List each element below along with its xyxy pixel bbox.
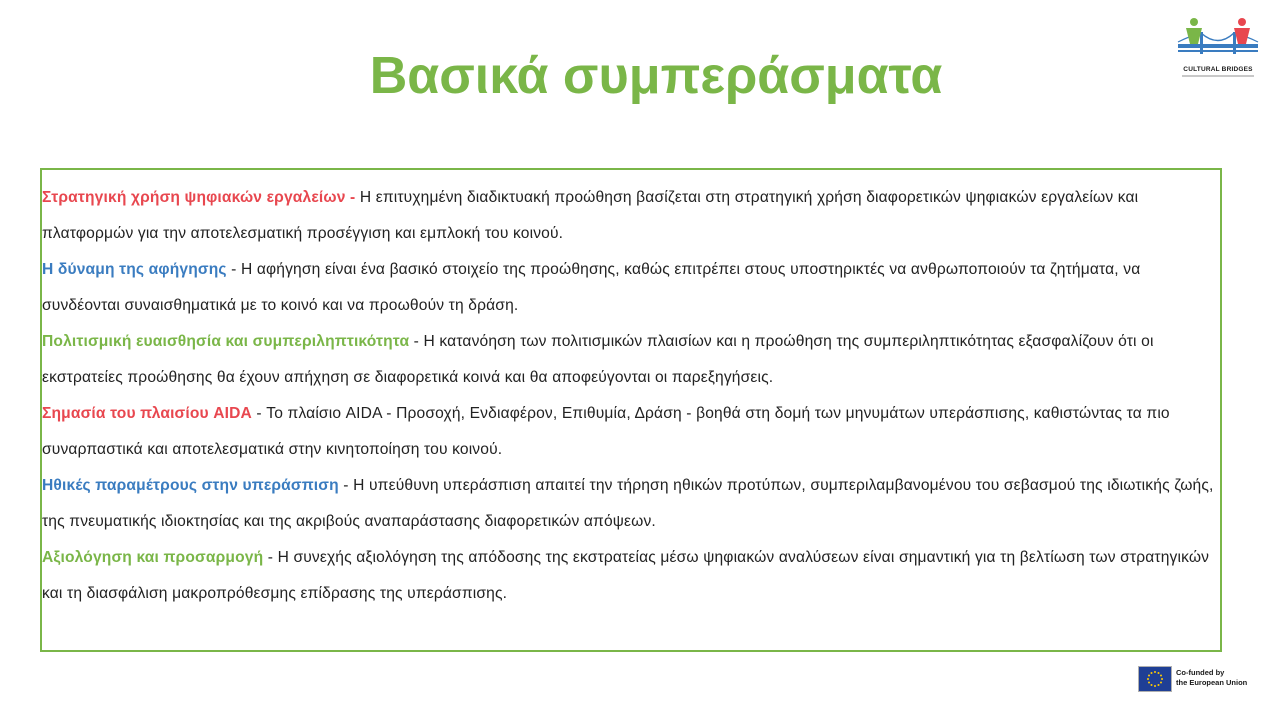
cultural-bridges-logo (1170, 14, 1266, 94)
eu-flag-icon (1138, 666, 1172, 692)
point-text: Η κατανόηση των πολιτισμικών πλαισίων και η προώθηση της συμπεριληπτικότητας εξασφαλίζουν ότι οι εκστρατείες προώθησης θα έχουν απήχηση σε διαφορετικά κοινά και θα αποφεύγονται οι παρεξηγήσεις. (42, 333, 1154, 386)
point-separator: - (338, 477, 354, 494)
point-heading: Στρατηγική χρήση ψηφιακών εργαλείων (42, 189, 346, 206)
point-separator: - (251, 405, 267, 422)
point-heading: Ηθικές παραμέτρους στην υπεράσπιση (42, 477, 339, 494)
point-text: Η αφήγηση είναι ένα βασικό στοιχείο της προώθησης, καθώς επιτρέπει στους υποστηρικτές να ανθρωποποιούν τα ζητήματα, να συνδέονται συναισθηματικά με το κοινό και να προωθούν τη δράση. (42, 261, 1141, 314)
point-heading: Σημασία του πλαισίου AIDA (42, 405, 252, 422)
point-text: Το πλαίσιο AIDA - Προσοχή, Ενδιαφέρον, Επιθυμία, Δράση - βοηθά στη δομή των μηνυμάτων υπεράσπισης, καθιστώντας τα πιο συναρπαστικά και αποτελεσματικά στην κινητοποίηση του κοινού. (42, 405, 1170, 458)
point-ethics (42, 468, 1214, 540)
eu-stars-icon (1139, 667, 1171, 691)
eu-cofunded-badge (1138, 666, 1258, 692)
slide-title: Βασικά συμπεράσματα (369, 47, 943, 105)
point-aida-framework (42, 396, 1214, 468)
point-cultural-sensitivity (42, 324, 1214, 396)
conclusions-box (40, 168, 1222, 652)
point-heading: Αξιολόγηση και προσαρμογή (42, 549, 264, 566)
point-evaluation (42, 540, 1214, 612)
point-separator: - (345, 189, 360, 206)
point-digital-tools (42, 180, 1214, 252)
logo-wordmark: CULTURAL BRIDGES (1183, 66, 1253, 73)
point-text: Η επιτυχημένη διαδικτυακή προώθηση βασίζεται στη στρατηγική χρήση διαφορετικών ψηφιακών εργαλείων και πλατφορμών για την αποτελεσματική προσέγγιση και εμπλοκή του κοινού. (42, 189, 1139, 242)
point-text: Η υπεύθυνη υπεράσπιση απαιτεί την τήρηση ηθικών προτύπων, συμπεριλαμβανομένου του σεβασμού της ιδιωτικής ζωής, της πνευματικής ιδιοκτησίας και της ακριβούς αναπαράστασης διαφορετικών απόψεων. (42, 477, 1214, 530)
point-storytelling (42, 252, 1214, 324)
point-separator: - (409, 333, 424, 350)
eu-line-1: Co-funded by (1176, 668, 1225, 677)
eu-cofunded-text (1176, 668, 1247, 688)
point-heading: Πολιτισμική ευαισθησία και συμπεριληπτικότητα (42, 333, 410, 350)
logo-tagline-line (1182, 75, 1254, 77)
point-separator: - (263, 549, 278, 566)
bridge-people-icon (1170, 14, 1266, 66)
point-heading: Η δύναμη της αφήγησης (42, 261, 227, 278)
point-separator: - (226, 261, 241, 278)
eu-line-2: the European Union (1176, 678, 1248, 687)
point-text: Η συνεχής αξιολόγηση της απόδοσης της εκστρατείας μέσω ψηφιακών αναλύσεων είναι σημαντική για τη βελτίωση των στρατηγικών και τη διασφάλιση μακροπρόθεσμης επίδρασης της υπεράσπισης. (42, 549, 1210, 602)
